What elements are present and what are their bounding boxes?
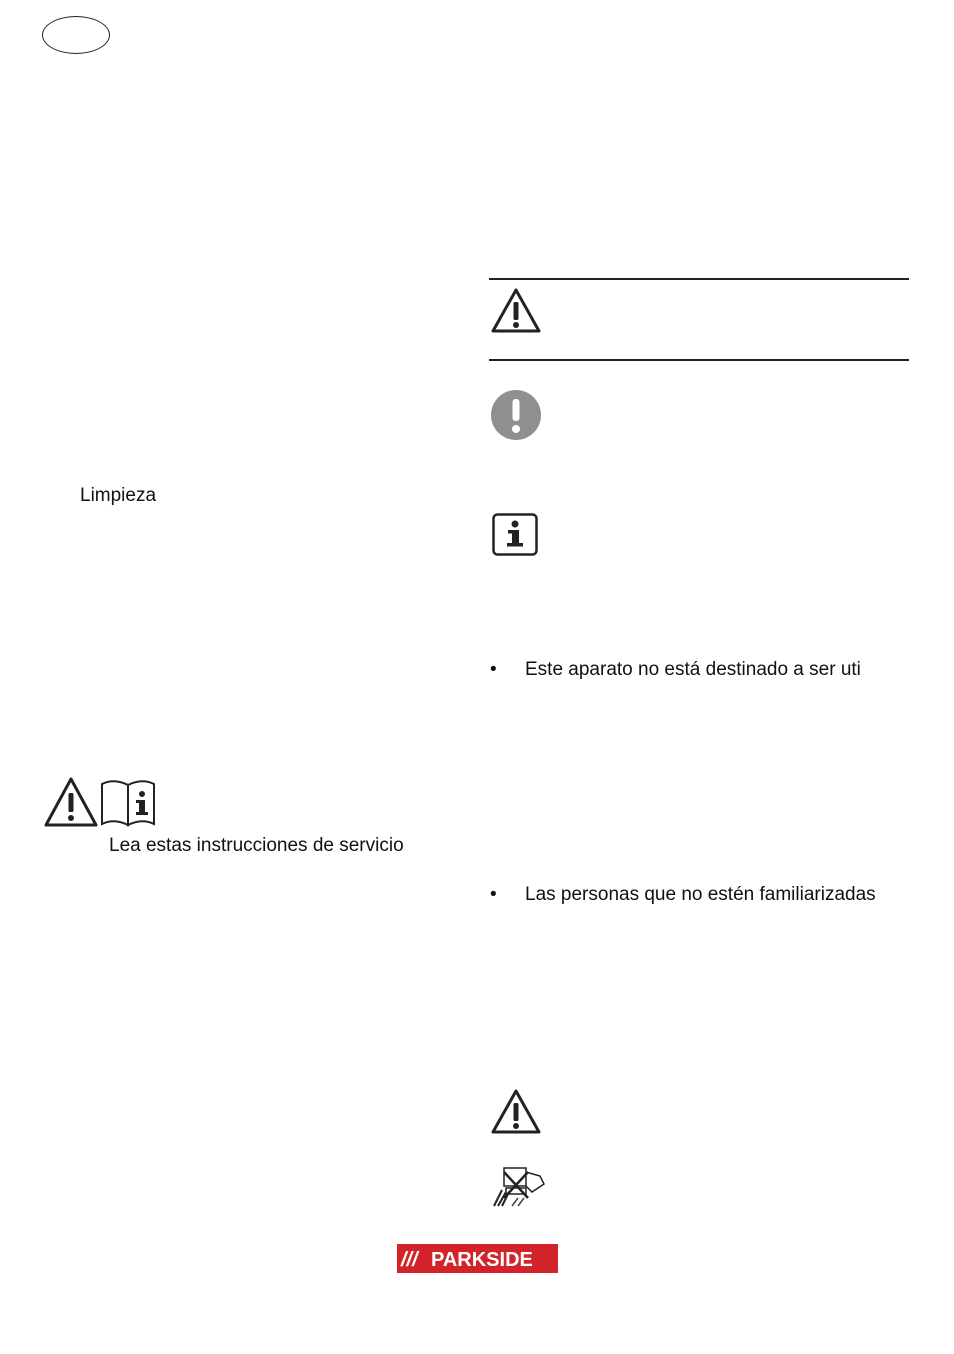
warning-box-top-rule xyxy=(489,278,909,280)
bullet-symbol: • xyxy=(490,659,497,680)
bullet-text: Este aparato no está destinado a ser uti xyxy=(525,659,861,680)
bullet-symbol: • xyxy=(490,884,497,905)
bullet-text: Las personas que no estén familiarizadas xyxy=(525,884,876,905)
read-manual-icons xyxy=(44,776,158,828)
info-square-icon xyxy=(492,513,540,557)
warning-triangle-icon xyxy=(490,287,542,335)
parkside-logo xyxy=(397,1244,558,1273)
language-badge xyxy=(42,16,110,54)
warning-triangle-icon xyxy=(490,1088,542,1136)
exclamation-circle-icon xyxy=(490,389,542,441)
open-book-info-icon xyxy=(102,781,154,825)
brand-slashes: /// xyxy=(401,1249,418,1271)
warning-box-bottom-rule xyxy=(489,359,909,361)
section-label-limpieza: Limpieza xyxy=(80,485,157,506)
brand-name: PARKSIDE xyxy=(431,1249,533,1271)
no-use-on-rough-surface-icon xyxy=(492,1164,548,1208)
read-manual-text: Lea estas instrucciones de servicio xyxy=(109,835,404,856)
warning-triangle-icon xyxy=(46,779,96,825)
